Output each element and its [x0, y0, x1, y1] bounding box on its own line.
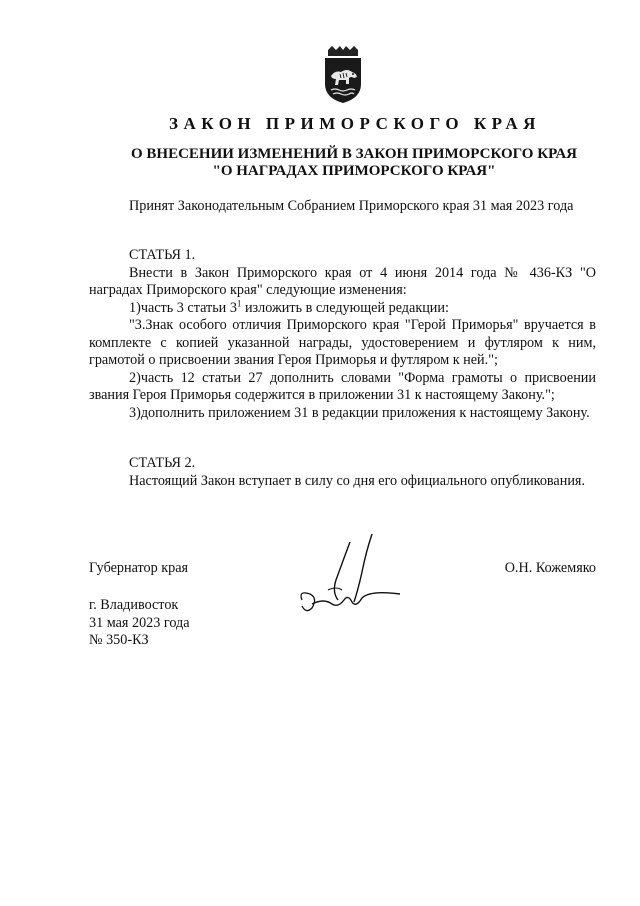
article-1-heading: СТАТЬЯ 1. [129, 247, 196, 263]
article-1-item-2: 2)часть 12 статьи 27 дополнить словами "Форма грамоты о присвоении звания Героя Приморья содержится в приложении 31 к настоящему Закону."; [89, 369, 596, 403]
law-number: № 350-КЗ [89, 632, 149, 648]
coat-of-arms-icon [319, 46, 367, 104]
article-1-intro: Внести в Закон Приморского края от 4 июня 2014 года № 436-КЗ "О наградах Приморского края" следующие изменения: [89, 264, 596, 298]
article-1-item-1 [89, 297, 596, 318]
signatory-name: О.Н. Кожемяко [504, 560, 596, 576]
law-subtitle [60, 146, 640, 180]
article-2-text: Настоящий Закон вступает в силу со дня его официального опубликования. [129, 472, 585, 489]
article-1 [89, 247, 596, 422]
article-1-item-1-before: 1)часть 3 статьи 3 [129, 299, 237, 316]
place-date-block [89, 597, 190, 650]
handwritten-signature-icon [292, 528, 412, 618]
article-1-item-3: 3)дополнить приложением 31 в редакции приложения к настоящему Закону. [129, 404, 590, 421]
place-city: г. Владивосток [89, 597, 179, 613]
signatory-position: Губернатор края [89, 560, 189, 576]
law-subtitle-line-2: "О НАГРАДАХ ПРИМОРСКОГО КРАЯ" [212, 163, 496, 179]
article-2-heading: СТАТЬЯ 2. [129, 455, 196, 471]
law-subtitle-line-1: О ВНЕСЕНИИ ИЗМЕНЕНИЙ В ЗАКОН ПРИМОРСКОГО КРАЯ [131, 146, 577, 162]
article-1-item-1-quote: "3.Знак особого отличия Приморского края "Герой Приморья" вручается в комплекте с копией указанной награды, удостоверением и футляром к ним, грамотой о присвоении звания Героя Приморья и футляром к ней."; [89, 317, 596, 368]
adoption-block [89, 198, 596, 216]
article-2 [89, 455, 596, 490]
adoption-text: Принят Законодательным Собранием Приморского края 31 мая 2023 года [129, 198, 574, 214]
article-1-item-1-after: изложить в следующей редакции: [241, 299, 449, 316]
article-1-item-1-sup: 1 [236, 297, 242, 308]
place-date: 31 мая 2023 года [89, 614, 190, 631]
law-title: ЗАКОН ПРИМОРСКОГО КРАЯ [169, 114, 541, 133]
